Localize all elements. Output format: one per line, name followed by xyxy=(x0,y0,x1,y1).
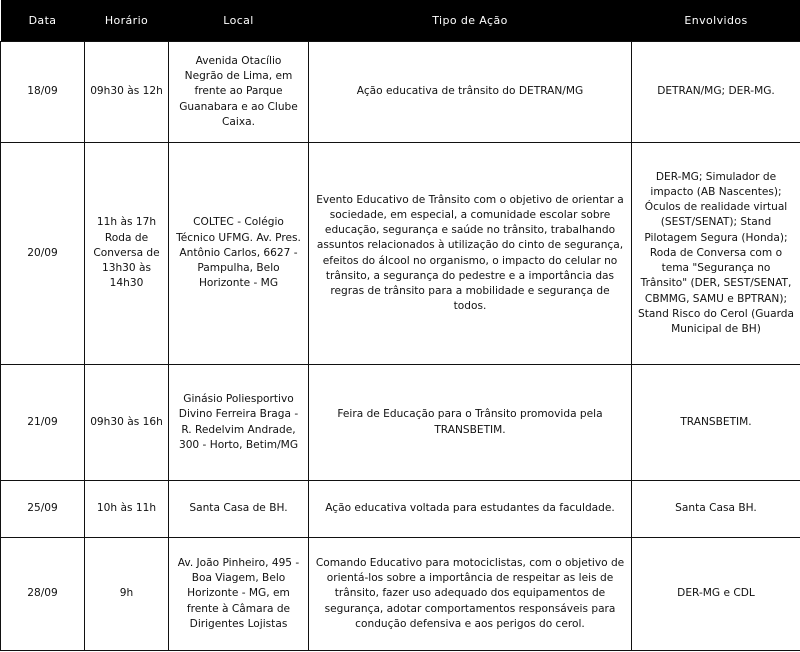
cell-date: 21/09 xyxy=(1,365,85,481)
header-date: Data xyxy=(1,0,85,42)
cell-involved: DER-MG e CDL xyxy=(632,538,800,651)
cell-place: Av. João Pinheiro, 495 - Boa Viagem, Belo Horizonte - MG, em frente à Câmara de Dirigentes Lojistas xyxy=(169,538,309,651)
table-header xyxy=(1,0,800,42)
table-row xyxy=(1,481,800,538)
cell-involved: TRANSBETIM. xyxy=(632,365,800,481)
cell-date: 18/09 xyxy=(1,42,85,143)
cell-time: 09h30 às 12h xyxy=(85,42,169,143)
header-row xyxy=(1,0,800,42)
cell-place: COLTEC - Colégio Técnico UFMG. Av. Pres. Antônio Carlos, 6627 - Pampulha, Belo Horizonte - MG xyxy=(169,143,309,365)
cell-time: 10h às 11h xyxy=(85,481,169,538)
cell-date: 28/09 xyxy=(1,538,85,651)
table-body xyxy=(1,42,800,651)
cell-date: 20/09 xyxy=(1,143,85,365)
cell-action: Feira de Educação para o Trânsito promovida pela TRANSBETIM. xyxy=(309,365,632,481)
cell-involved: DER-MG; Simulador de impacto (AB Nascentes); Óculos de realidade virtual (SEST/SENAT); Stand Pilotagem Segura (Honda); Roda de Conversa com o tema "Segurança no Trânsito" (DER, SEST/SENAT, CBMMG, SAMU e BPTRAN); Stand Risco do Cerol (Guarda Municipal de BH) xyxy=(632,143,800,365)
cell-place: Avenida Otacílio Negrão de Lima, em frente ao Parque Guanabara e ao Clube Caixa. xyxy=(169,42,309,143)
header-action: Tipo de Ação xyxy=(309,0,632,42)
table-row xyxy=(1,143,800,365)
table-row xyxy=(1,538,800,651)
header-place: Local xyxy=(169,0,309,42)
header-time: Horário xyxy=(85,0,169,42)
cell-place: Ginásio Poliesportivo Divino Ferreira Braga - R. Redelvim Andrade, 300 - Horto, Betim/MG xyxy=(169,365,309,481)
cell-time: 09h30 às 16h xyxy=(85,365,169,481)
cell-action: Ação educativa de trânsito do DETRAN/MG xyxy=(309,42,632,143)
cell-date: 25/09 xyxy=(1,481,85,538)
header-involved: Envolvidos xyxy=(632,0,800,42)
cell-involved: Santa Casa BH. xyxy=(632,481,800,538)
cell-time: 11h às 17h Roda de Conversa de 13h30 às 14h30 xyxy=(85,143,169,365)
cell-action: Evento Educativo de Trânsito com o objetivo de orientar a sociedade, em especial, a comunidade escolar sobre educação, segurança e saúde no trânsito, trabalhando assuntos relacionados à utilização do cinto de segurança, efeitos do álcool no organismo, o impacto do celular no trânsito, a segurança do pedestre e a importância das regras de trânsito para a mobilidade e segurança de todos. xyxy=(309,143,632,365)
cell-action: Ação educativa voltada para estudantes da faculdade. xyxy=(309,481,632,538)
cell-involved: DETRAN/MG; DER-MG. xyxy=(632,42,800,143)
table-row xyxy=(1,365,800,481)
table-row xyxy=(1,42,800,143)
cell-place: Santa Casa de BH. xyxy=(169,481,309,538)
cell-action: Comando Educativo para motociclistas, com o objetivo de orientá-los sobre a importância de respeitar as leis de trânsito, fazer uso adequado dos equipamentos de segurança, adotar comportamentos responsáveis para condução defensiva e aos perigos do cerol. xyxy=(309,538,632,651)
cell-time: 9h xyxy=(85,538,169,651)
